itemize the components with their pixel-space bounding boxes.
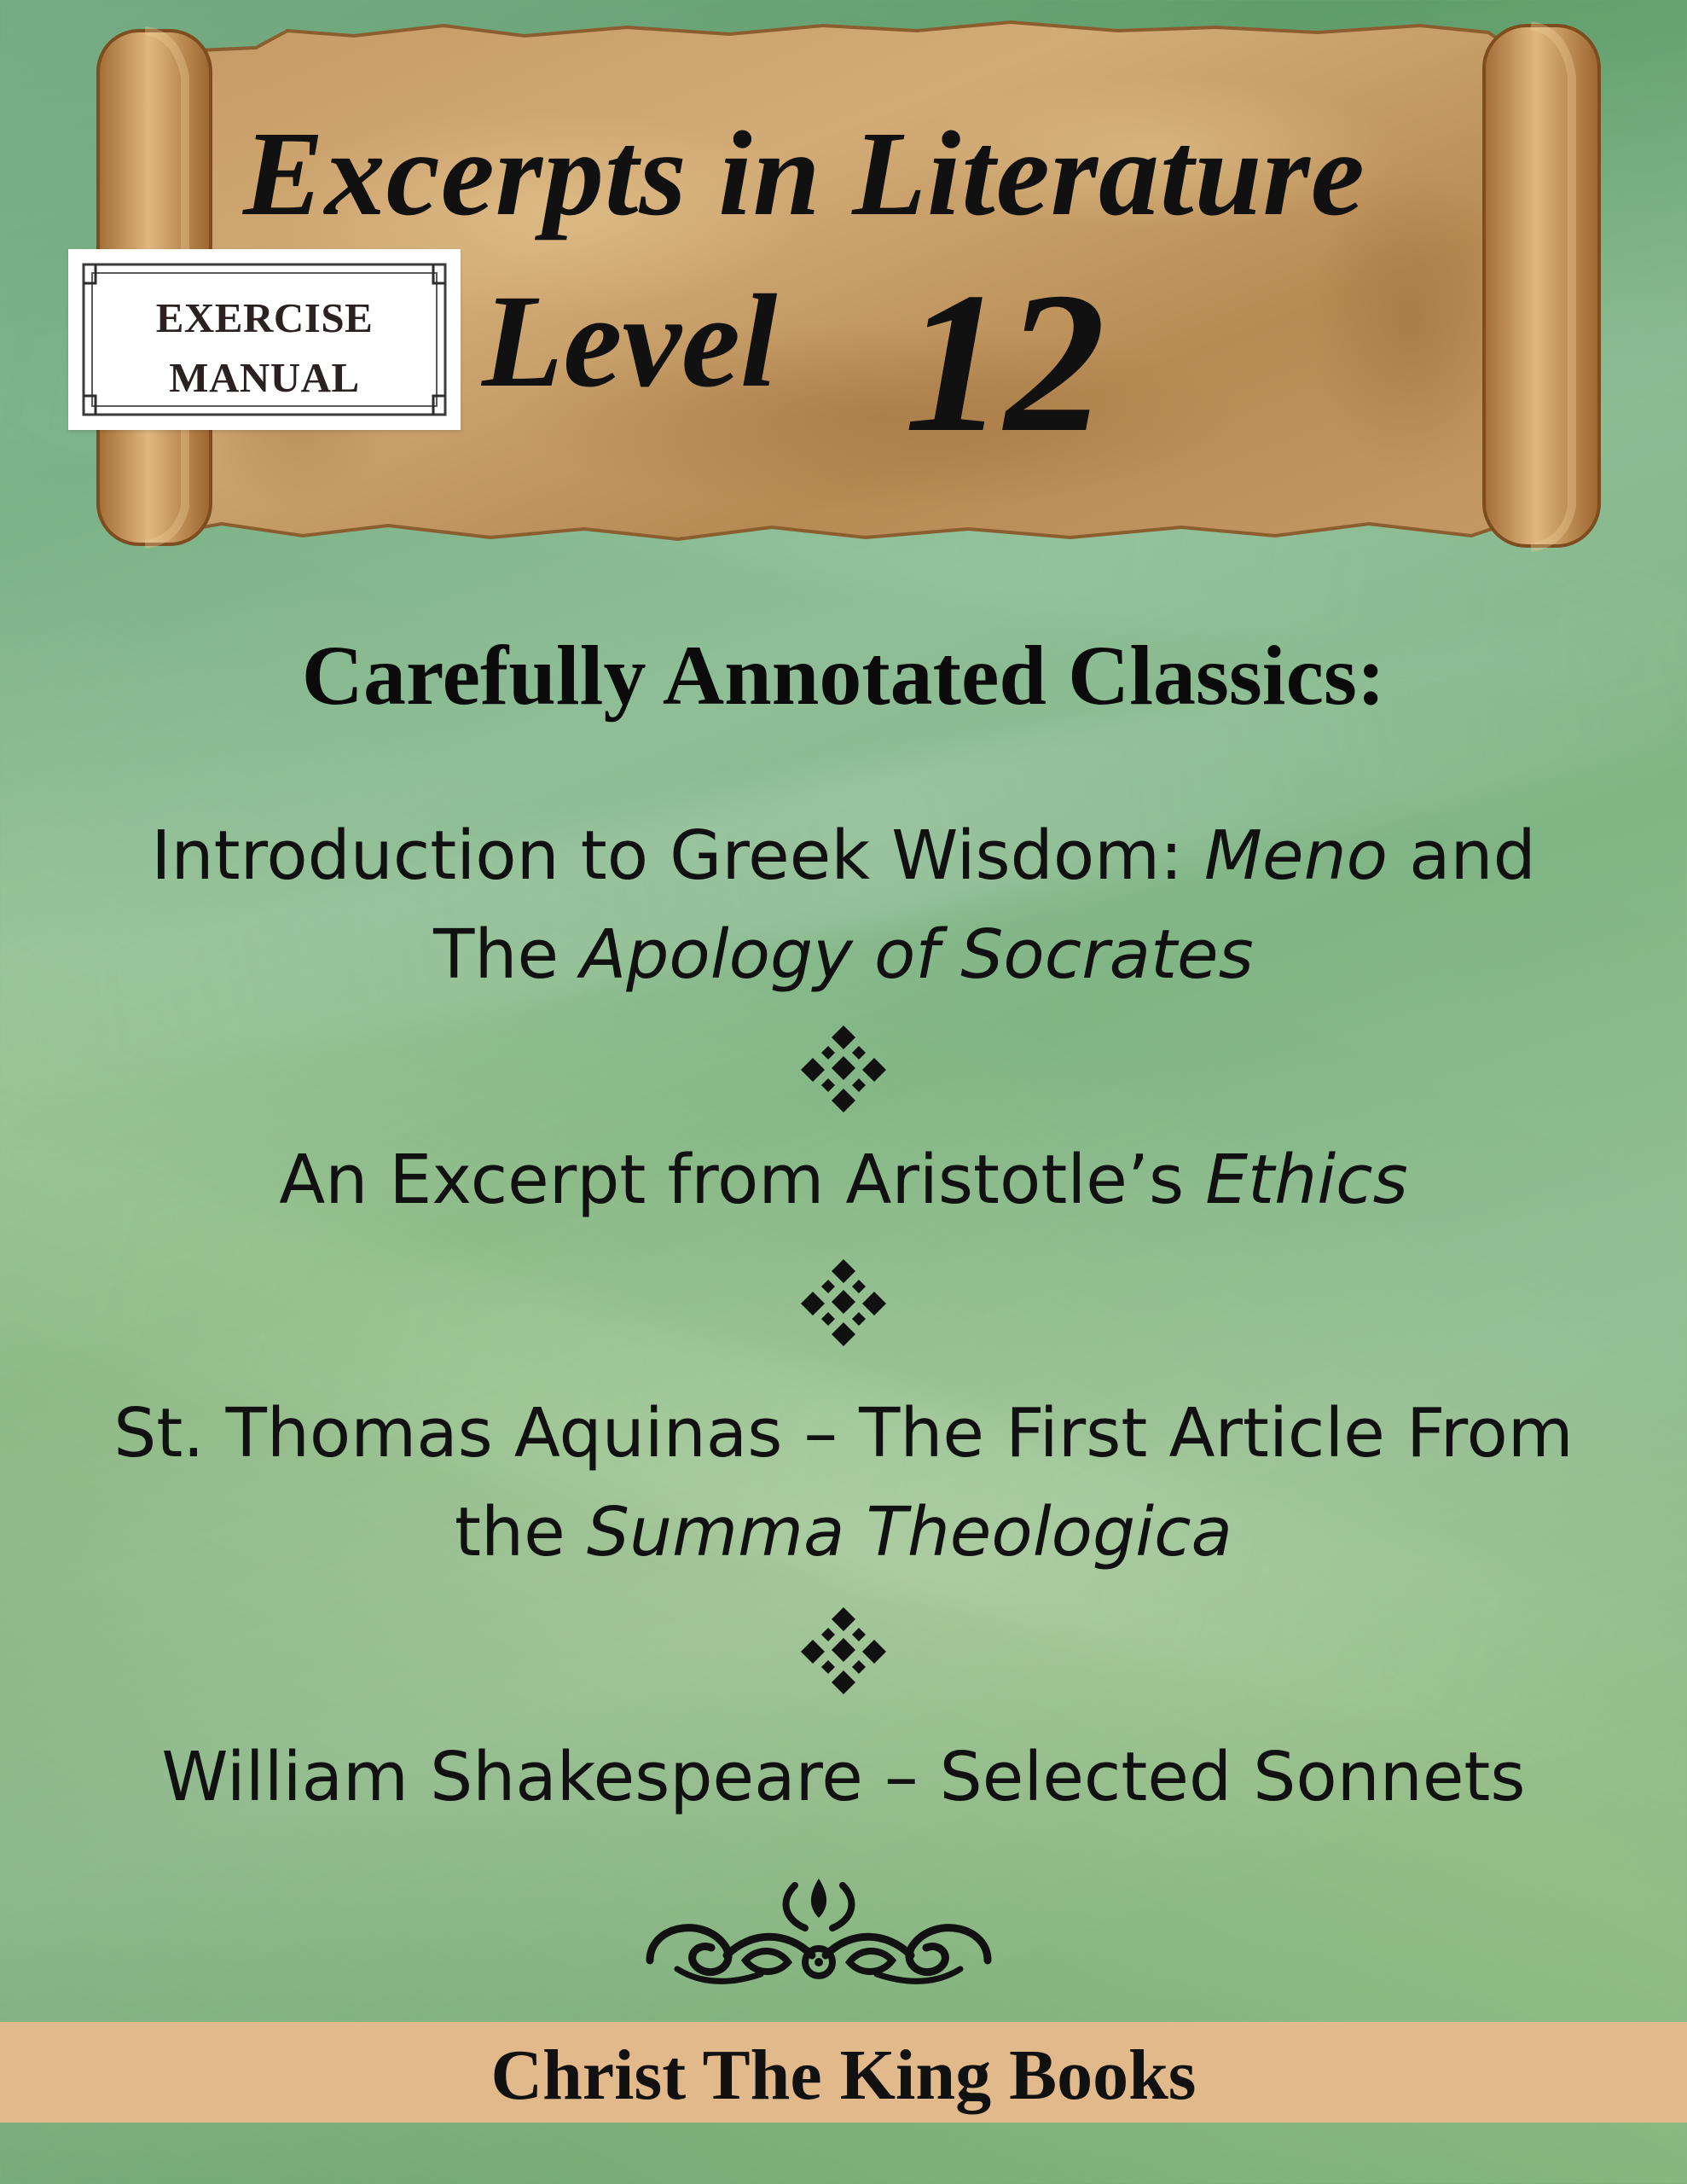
entry-title-italic: Ethics [1205, 1141, 1408, 1219]
exercise-line-2: MANUAL [169, 354, 360, 401]
entry-title-italic: Apology of Socrates [580, 915, 1254, 994]
entry-aristotle-ethics [0, 1130, 1687, 1229]
classics-heading: Carefully Annotated Classics: [301, 628, 1386, 723]
publisher-bar [0, 2022, 1687, 2123]
entry-line [0, 1130, 1687, 1229]
entry-text: An Excerpt from Aristotle’s [279, 1141, 1206, 1219]
entry-aquinas [0, 1384, 1687, 1582]
entry-line [0, 806, 1687, 905]
entry-title-italic: Meno [1203, 816, 1388, 895]
exercise-manual-badge [68, 249, 461, 430]
entry-line [0, 1483, 1687, 1582]
diamond-cluster-icon [792, 1022, 895, 1116]
entry-greek-wisdom [0, 806, 1687, 1004]
entry-shakespeare [0, 1728, 1687, 1827]
entry-text: Introduction to Greek Wisdom: [151, 816, 1204, 895]
entry-line: St. Thomas Aquinas – The First Article From [113, 1394, 1574, 1472]
diamond-cluster-icon [792, 1604, 895, 1698]
entry-text: The [433, 915, 581, 994]
entry-line: William Shakespeare – Selected Sonnets [161, 1738, 1526, 1816]
entry-text: and [1388, 816, 1536, 895]
entry-title-italic: Summa Theologica [586, 1493, 1232, 1571]
cover-title: Excerpts in Literature [243, 106, 1365, 241]
scroll-flourish-icon [633, 1867, 1005, 1995]
exercise-manual-text [68, 288, 461, 408]
level-label: Level [482, 267, 778, 415]
level-number: 12 [904, 252, 1105, 474]
entry-text: the [455, 1493, 587, 1571]
diamond-cluster-icon [792, 1256, 895, 1350]
publisher-name: Christ The King Books [490, 2036, 1197, 2115]
entry-line [0, 905, 1687, 1004]
exercise-line-1: EXERCISE [155, 294, 374, 341]
